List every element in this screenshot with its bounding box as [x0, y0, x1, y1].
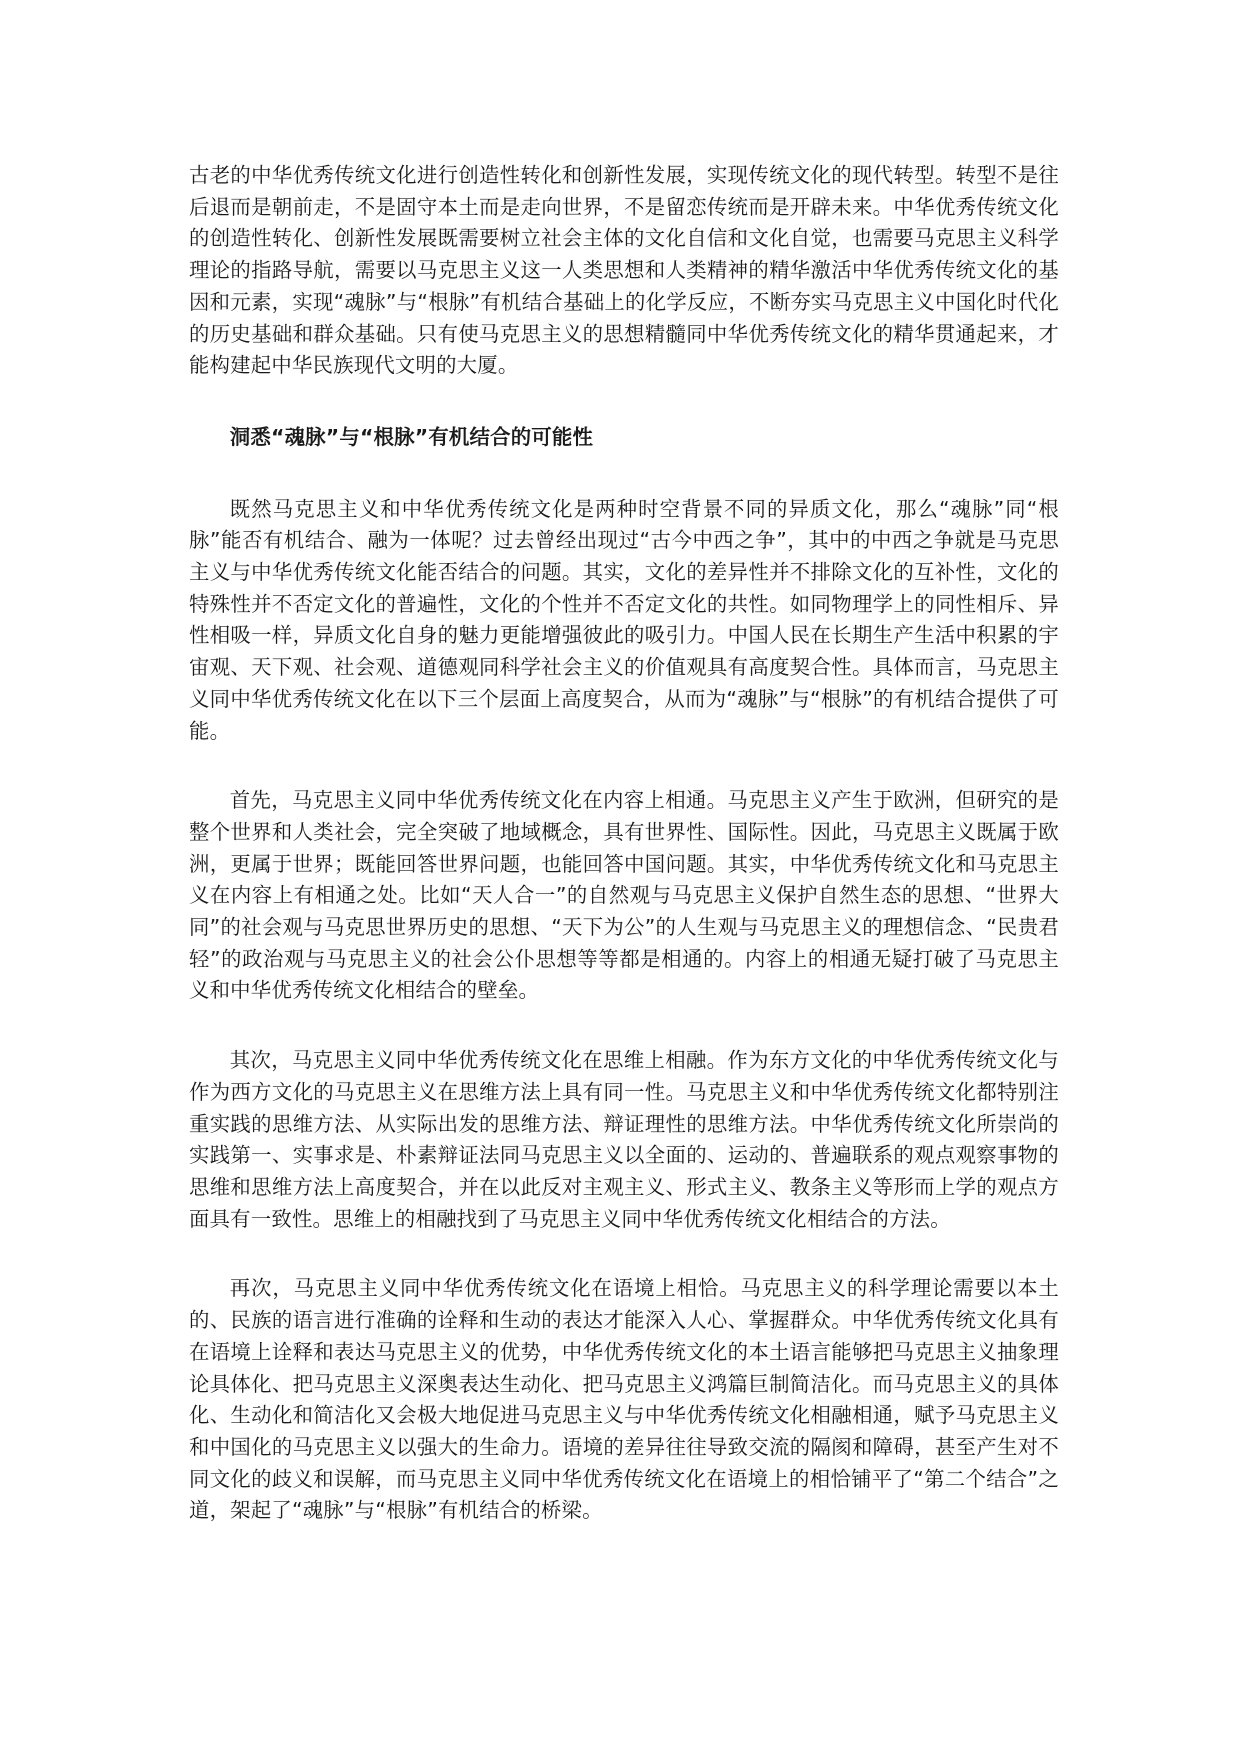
paragraph-spacer [189, 382, 1059, 422]
paragraph-intro: 古老的中华优秀传统文化进行创造性转化和创新性发展，实现传统文化的现代转型。转型不是往后退而是朝前走，不是固守本土而是走向世界，不是留恋传统而是开辟未来。中华优秀传统文化的创造性转化、创新性发展既需要树立社会主体的文化自信和文化自觉，也需要马克思主义科学理论的指路导航，需要以马克思主义这一人类思想和人类精神的精华激活中华优秀传统文化的基因和元素，实现“魂脉”与“根脉”有机结合基础上的化学反应，不断夯实马克思主义中国化时代化的历史基础和群众基础。只有使马克思主义的思想精髓同中华优秀传统文化的精华贯通起来，才能构建起中华民族现代文明的大厦。 [189, 163, 1059, 378]
paragraph-spacer [189, 1235, 1059, 1273]
section-heading: 洞悉“魂脉”与“根脉”有机结合的可能性 [229, 424, 594, 449]
paragraph-context: 再次，马克思主义同中华优秀传统文化在语境上相恰。马克思主义的科学理论需要以本土的、民族的语言进行准确的诠释和生动的表达才能深入人心、掌握群众。中华优秀传统文化具有在语境上诠释和表达马克思主义的优势，中华优秀传统文化的本土语言能够把马克思主义抽象理论具体化、把马克思主义深奥表达生动化、把马克思主义鸿篇巨制简洁化。而马克思主义的具体化、生动化和简洁化又会极大地促进马克思主义与中华优秀传统文化相融相通，赋予马克思主义和中国化的马克思主义以强大的生命力。语境的差异往往导致交流的隔阂和障碍，甚至产生对不同文化的歧义和误解，而马克思主义同中华优秀传统文化在语境上的相恰铺平了“第二个结合”之道，架起了“魂脉”与“根脉”有机结合的桥梁。 [189, 1276, 1059, 1523]
paragraph-spacer [189, 454, 1059, 494]
paragraph-thinking: 其次，马克思主义同中华优秀传统文化在思维上相融。作为东方文化的中华优秀传统文化与作为西方文化的马克思主义在思维方法上具有同一性。马克思主义和中华优秀传统文化都特别注重实践的思维方法、从实际出发的思维方法、辩证理性的思维方法。中华优秀传统文化所崇尚的实践第一、实事求是、朴素辩证法同马克思主义以全面的、运动的、普遍联系的观点观察事物的思维和思维方法上高度契合，并在以此反对主观主义、形式主义、教条主义等形而上学的观点方面具有一致性。思维上的相融找到了马克思主义同中华优秀传统文化相结合的方法。 [189, 1048, 1059, 1231]
paragraph-spacer [189, 747, 1059, 785]
document-body [189, 160, 1059, 1527]
paragraph-content: 首先，马克思主义同中华优秀传统文化在内容上相通。马克思主义产生于欧洲，但研究的是整个世界和人类社会，完全突破了地域概念，具有世界性、国际性。因此，马克思主义既属于欧洲，更属于世界；既能回答世界问题，也能回答中国问题。其实，中华优秀传统文化和马克思主义在内容上有相通之处。比如“天人合一”的自然观与马克思主义保护自然生态的思想、“世界大同”的社会观与马克思世界历史的思想、“天下为公”的人生观与马克思主义的理想信念、“民贵君轻”的政治观与马克思主义的社会公仆思想等等都是相通的。内容上的相通无疑打破了马克思主义和中华优秀传统文化相结合的壁垒。 [189, 788, 1059, 1003]
paragraph-possibility: 既然马克思主义和中华优秀传统文化是两种时空背景不同的异质文化，那么“魂脉”同“根脉”能否有机结合、融为一体呢？过去曾经出现过“古今中西之争”，其中的中西之争就是马克思主义与中华优秀传统文化能否结合的问题。其实，文化的差异性并不排除文化的互补性，文化的特殊性并不否定文化的普遍性，文化的个性并不否定文化的共性。如同物理学上的同性相斥、异性相吸一样，异质文化自身的魅力更能增强彼此的吸引力。中国人民在长期生产生活中积累的宇宙观、天下观、社会观、道德观同科学社会主义的价值观具有高度契合性。具体而言，马克思主义同中华优秀传统文化在以下三个层面上高度契合，从而为“魂脉”与“根脉”的有机结合提供了可能。 [189, 496, 1059, 743]
paragraph-spacer [189, 1007, 1059, 1045]
